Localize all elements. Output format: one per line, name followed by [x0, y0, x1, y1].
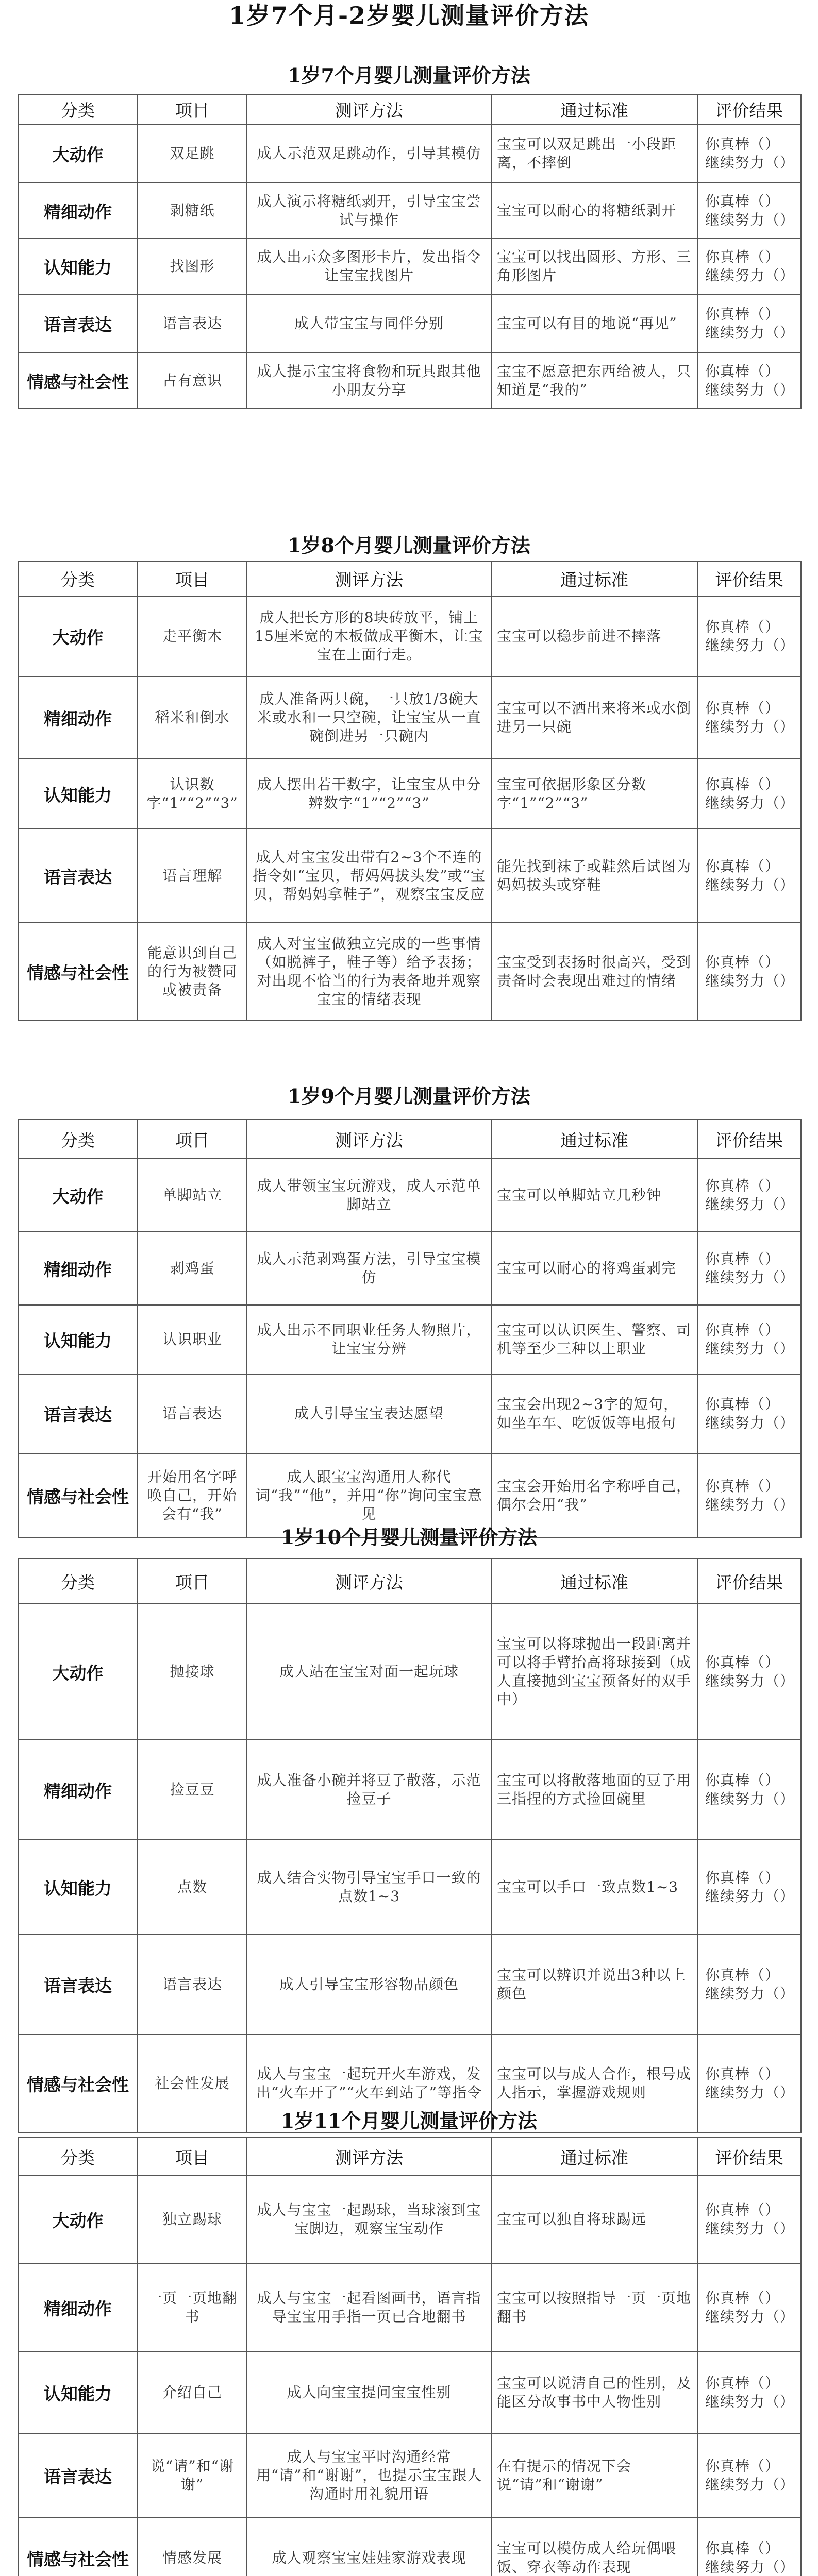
- method-cell: 成人带宝宝与同伴分别: [247, 294, 491, 353]
- table-row-social-emotional: [18, 923, 801, 1021]
- method-cell: 成人提示宝宝将食物和玩具跟其他小朋友分享: [247, 353, 491, 409]
- table-row-cognition: [18, 239, 801, 294]
- table-header-row: [18, 1558, 801, 1604]
- evaluation-table: [18, 561, 802, 1021]
- category-cell: 精细动作: [18, 183, 138, 239]
- category-cell: 语言表达: [18, 1374, 138, 1453]
- item-cell: 剥糖纸: [138, 183, 247, 239]
- table-row-language: [18, 294, 801, 353]
- item-cell: 双足跳: [138, 124, 247, 183]
- header-category: 分类: [18, 561, 138, 596]
- method-cell: 成人跟宝宝沟通用人称代词“我”“他”，并用“你”询问宝宝意见: [247, 1453, 491, 1538]
- method-cell: 成人示范剥鸡蛋方法，引导宝宝模仿: [247, 1232, 491, 1305]
- section-title: 1岁11个月婴儿测量评价方法: [280, 2109, 538, 2132]
- table-row-language: [18, 829, 801, 923]
- header-method: 测评方法: [247, 2138, 491, 2176]
- category-cell: 认知能力: [18, 239, 138, 294]
- result-cell: 你真棒（） 继续努力（）: [697, 596, 801, 676]
- header-result: 评价结果: [697, 1120, 801, 1159]
- table-row-gross-motor: [18, 1159, 801, 1232]
- result-cell: 你真棒（） 继续努力（）: [697, 183, 801, 239]
- method-cell: 成人与宝宝平时沟通经常用“请”和“谢谢”，也提示宝宝跟人沟通时用礼貌用语: [247, 2433, 491, 2518]
- standard-cell: 宝宝可以双足跳出一小段距离，不摔倒: [491, 124, 697, 183]
- standard-cell: 宝宝可以认识医生、警察、司机等至少三种以上职业: [491, 1305, 697, 1374]
- header-result: 评价结果: [697, 2138, 801, 2176]
- section-title: 1岁9个月婴儿测量评价方法: [288, 1084, 530, 1108]
- category-cell: 情感与社会性: [18, 353, 138, 409]
- table-row-gross-motor: [18, 2176, 801, 2263]
- standard-cell: 在有提示的情况下会说“请”和“谢谢”: [491, 2433, 697, 2518]
- item-cell: 找图形: [138, 239, 247, 294]
- method-cell: 成人对宝宝发出带有2~3个不连的指令如“宝贝，帮妈妈拔头发”或“宝贝，帮妈妈拿鞋子”，观察宝宝反应: [247, 829, 491, 923]
- category-cell: 大动作: [18, 124, 138, 183]
- table-row-fine-motor: [18, 1740, 801, 1840]
- category-cell: 情感与社会性: [18, 2035, 138, 2132]
- category-cell: 精细动作: [18, 1740, 138, 1840]
- header-category: 分类: [18, 94, 138, 124]
- method-cell: 成人观察宝宝娃娃家游戏表现: [247, 2518, 491, 2576]
- standard-cell: 宝宝可以耐心的将鸡蛋剥完: [491, 1232, 697, 1305]
- table-row-fine-motor: [18, 1232, 801, 1305]
- standard-cell: 宝宝可以将散落地面的豆子用三指捏的方式捡回碗里: [491, 1740, 697, 1840]
- method-cell: 成人带领宝宝玩游戏，成人示范单脚站立: [247, 1159, 491, 1232]
- section-title: 1岁7个月婴儿测量评价方法: [288, 64, 530, 87]
- section-m11: [18, 2105, 800, 2576]
- table-header-row: [18, 2138, 801, 2176]
- table-row-cognition: [18, 1840, 801, 1935]
- category-cell: 情感与社会性: [18, 923, 138, 1021]
- method-cell: 成人对宝宝做独立完成的一些事情（如脱裤子，鞋子等）给予表扬；对出现不恰当的行为表备地并观察宝宝的情绪表现: [247, 923, 491, 1021]
- result-cell: 你真棒（） 继续努力（）: [697, 829, 801, 923]
- standard-cell: 宝宝可以辨识并说出3种以上颜色: [491, 1935, 697, 2035]
- standard-cell: 宝宝可以找出圆形、方形、三角形图片: [491, 239, 697, 294]
- standard-cell: 宝宝可以将球抛出一段距离并可以将手臂抬高将球接到（成人直接抛到宝宝预备好的双手中）: [491, 1604, 697, 1740]
- standard-cell: 宝宝不愿意把东西给被人，只知道是“我的”: [491, 353, 697, 409]
- item-cell: 独立踢球: [138, 2176, 247, 2263]
- method-cell: 成人与宝宝一起踢球，当球滚到宝宝脚边，观察宝宝动作: [247, 2176, 491, 2263]
- result-cell: 你真棒（） 继续努力（）: [697, 1374, 801, 1453]
- category-cell: 大动作: [18, 1159, 138, 1232]
- result-cell: 你真棒（） 继续努力（）: [697, 2263, 801, 2352]
- method-cell: 成人准备两只碗，一只放1/3碗大米或水和一只空碗，让宝宝从一直碗倒进另一只碗内: [247, 676, 491, 759]
- section-title: 1岁10个月婴儿测量评价方法: [280, 1526, 538, 1549]
- standard-cell: 能先找到袜子或鞋然后试图为妈妈拔头或穿鞋: [491, 829, 697, 923]
- result-cell: 你真棒（） 继续努力（）: [697, 1453, 801, 1538]
- table-row-fine-motor: [18, 676, 801, 759]
- table-row-gross-motor: [18, 1604, 801, 1740]
- result-cell: 你真棒（） 继续努力（）: [697, 1159, 801, 1232]
- result-cell: 你真棒（） 继续努力（）: [697, 2518, 801, 2576]
- table-header-row: [18, 1120, 801, 1159]
- result-cell: 你真棒（） 继续努力（）: [697, 1740, 801, 1840]
- item-cell: 占有意识: [138, 353, 247, 409]
- section-m10: [18, 1517, 800, 2133]
- method-cell: 成人出示不同职业任务人物照片，让宝宝分辨: [247, 1305, 491, 1374]
- item-cell: 语言表达: [138, 1374, 247, 1453]
- method-cell: 成人站在宝宝对面一起玩球: [247, 1604, 491, 1740]
- category-cell: 认知能力: [18, 2352, 138, 2433]
- item-cell: 社会性发展: [138, 2035, 247, 2132]
- result-cell: 你真棒（） 继续努力（）: [697, 1935, 801, 2035]
- table-row-social-emotional: [18, 2518, 801, 2576]
- standard-cell: 宝宝可以稳步前进不摔落: [491, 596, 697, 676]
- header-method: 测评方法: [247, 1120, 491, 1159]
- method-cell: 成人引导宝宝表达愿望: [247, 1374, 491, 1453]
- table-row-language: [18, 1935, 801, 2035]
- header-result: 评价结果: [697, 1558, 801, 1604]
- table-row-cognition: [18, 759, 801, 829]
- category-cell: 认知能力: [18, 1305, 138, 1374]
- table-row-fine-motor: [18, 183, 801, 239]
- standard-cell: 宝宝可以单脚站立几秒钟: [491, 1159, 697, 1232]
- standard-cell: 宝宝可依据形象区分数字“1”“2”“3”: [491, 759, 697, 829]
- method-cell: 成人示范双足跳动作，引导其模仿: [247, 124, 491, 183]
- method-cell: 成人引导宝宝形容物品颜色: [247, 1935, 491, 2035]
- item-cell: 语言理解: [138, 829, 247, 923]
- method-cell: 成人演示将糖纸剥开，引导宝宝尝试与操作: [247, 183, 491, 239]
- table-row-fine-motor: [18, 2263, 801, 2352]
- result-cell: 你真棒（） 继续努力（）: [697, 353, 801, 409]
- category-cell: 大动作: [18, 596, 138, 676]
- result-cell: 你真棒（） 继续努力（）: [697, 239, 801, 294]
- method-cell: 成人向宝宝提问宝宝性别: [247, 2352, 491, 2433]
- category-cell: 情感与社会性: [18, 1453, 138, 1538]
- category-cell: 精细动作: [18, 2263, 138, 2352]
- standard-cell: 宝宝可以有目的地说“再见”: [491, 294, 697, 353]
- evaluation-table: [18, 1558, 802, 2133]
- method-cell: 成人摆出若干数字，让宝宝从中分辨数字“1”“2”“3”: [247, 759, 491, 829]
- standard-cell: 宝宝可以手口一致点数1~3: [491, 1840, 697, 1935]
- result-cell: 你真棒（） 继续努力（）: [697, 759, 801, 829]
- category-cell: 精细动作: [18, 676, 138, 759]
- result-cell: 你真棒（） 继续努力（）: [697, 1232, 801, 1305]
- header-standard: 通过标准: [491, 1558, 697, 1604]
- section-m9: [18, 1074, 800, 1538]
- standard-cell: 宝宝可以与成人合作，根号成人指示，掌握游戏规则: [491, 2035, 697, 2132]
- item-cell: 语言表达: [138, 294, 247, 353]
- standard-cell: 宝宝会出现2~3字的短句，如坐车车、吃饭饭等电报句: [491, 1374, 697, 1453]
- standard-cell: 宝宝可以说清自己的性别，及能区分故事书中人物性别: [491, 2352, 697, 2433]
- evaluation-table: [18, 2137, 802, 2576]
- header-category: 分类: [18, 1120, 138, 1159]
- table-row-cognition: [18, 2352, 801, 2433]
- result-cell: 你真棒（） 继续努力（）: [697, 294, 801, 353]
- header-result: 评价结果: [697, 561, 801, 596]
- standard-cell: 宝宝可以不洒出来将米或水倒进另一只碗: [491, 676, 697, 759]
- header-item: 项目: [138, 561, 247, 596]
- result-cell: 你真棒（） 继续努力（）: [697, 676, 801, 759]
- standard-cell: 宝宝受到表扬时很高兴，受到责备时会表现出难过的情绪: [491, 923, 697, 1021]
- method-cell: 成人与宝宝一起看图画书，语言指导宝宝用手指一页已合地翻书: [247, 2263, 491, 2352]
- category-cell: 语言表达: [18, 2433, 138, 2518]
- item-cell: 开始用名字呼唤自己，开始会有“我”: [138, 1453, 247, 1538]
- category-cell: 情感与社会性: [18, 2518, 138, 2576]
- category-cell: 认知能力: [18, 759, 138, 829]
- item-cell: 稻米和倒水: [138, 676, 247, 759]
- evaluation-table: [18, 94, 802, 409]
- item-cell: 认识职业: [138, 1305, 247, 1374]
- header-standard: 通过标准: [491, 1120, 697, 1159]
- header-method: 测评方法: [247, 1558, 491, 1604]
- category-cell: 大动作: [18, 2176, 138, 2263]
- header-item: 项目: [138, 94, 247, 124]
- category-cell: 语言表达: [18, 1935, 138, 2035]
- header-item: 项目: [138, 1120, 247, 1159]
- item-cell: 介绍自己: [138, 2352, 247, 2433]
- standard-cell: 宝宝可以独自将球踢远: [491, 2176, 697, 2263]
- header-item: 项目: [138, 2138, 247, 2176]
- standard-cell: 宝宝会开始用名字称呼自己，偶尔会用“我”: [491, 1453, 697, 1538]
- method-cell: 成人出示众多图形卡片，发出指令让宝宝找图片: [247, 239, 491, 294]
- standard-cell: 宝宝可以模仿成人给玩偶喂饭、穿衣等动作表现: [491, 2518, 697, 2576]
- header-standard: 通过标准: [491, 561, 697, 596]
- header-method: 测评方法: [247, 561, 491, 596]
- header-standard: 通过标准: [491, 94, 697, 124]
- result-cell: 你真棒（） 继续努力（）: [697, 2035, 801, 2132]
- category-cell: 语言表达: [18, 294, 138, 353]
- standard-cell: 宝宝可以耐心的将糖纸剥开: [491, 183, 697, 239]
- document-title: 1岁7个月-2岁婴儿测量评价方法: [228, 2, 590, 29]
- table-row-gross-motor: [18, 596, 801, 676]
- evaluation-table: [18, 1119, 802, 1538]
- result-cell: 你真棒（） 继续努力（）: [697, 124, 801, 183]
- result-cell: 你真棒（） 继续努力（）: [697, 2352, 801, 2433]
- section-m8: [18, 531, 800, 1021]
- table-row-language: [18, 2433, 801, 2518]
- table-header-row: [18, 561, 801, 596]
- section-m7: [18, 58, 800, 409]
- item-cell: 说“请”和“谢谢”: [138, 2433, 247, 2518]
- header-item: 项目: [138, 1558, 247, 1604]
- item-cell: 走平衡木: [138, 596, 247, 676]
- item-cell: 抛接球: [138, 1604, 247, 1740]
- category-cell: 认知能力: [18, 1840, 138, 1935]
- header-method: 测评方法: [247, 94, 491, 124]
- item-cell: 认识数字“1”“2”“3”: [138, 759, 247, 829]
- category-cell: 精细动作: [18, 1232, 138, 1305]
- item-cell: 剥鸡蛋: [138, 1232, 247, 1305]
- method-cell: 成人准备小碗并将豆子散落，示范捡豆子: [247, 1740, 491, 1840]
- category-cell: 大动作: [18, 1604, 138, 1740]
- method-cell: 成人与宝宝一起玩开火车游戏，发出“火车开了”“火车到站了”等指令: [247, 2035, 491, 2132]
- item-cell: 情感发展: [138, 2518, 247, 2576]
- result-cell: 你真棒（） 继续努力（）: [697, 1604, 801, 1740]
- item-cell: 点数: [138, 1840, 247, 1935]
- item-cell: 单脚站立: [138, 1159, 247, 1232]
- item-cell: 一页一页地翻书: [138, 2263, 247, 2352]
- category-cell: 语言表达: [18, 829, 138, 923]
- table-row-cognition: [18, 1305, 801, 1374]
- result-cell: 你真棒（） 继续努力（）: [697, 1840, 801, 1935]
- header-standard: 通过标准: [491, 2138, 697, 2176]
- sections-container: [18, 58, 800, 2576]
- section-title: 1岁8个月婴儿测量评价方法: [288, 534, 530, 557]
- item-cell: 能意识到自己的行为被赞同或被责备: [138, 923, 247, 1021]
- standard-cell: 宝宝可以按照指导一页一页地翻书: [491, 2263, 697, 2352]
- header-result: 评价结果: [697, 94, 801, 124]
- result-cell: 你真棒（） 继续努力（）: [697, 1305, 801, 1374]
- header-category: 分类: [18, 2138, 138, 2176]
- table-row-gross-motor: [18, 124, 801, 183]
- table-row-language: [18, 1374, 801, 1453]
- result-cell: 你真棒（） 继续努力（）: [697, 2433, 801, 2518]
- item-cell: 语言表达: [138, 1935, 247, 2035]
- header-category: 分类: [18, 1558, 138, 1604]
- table-header-row: [18, 94, 801, 124]
- table-row-social-emotional: [18, 353, 801, 409]
- method-cell: 成人结合实物引导宝宝手口一致的点数1~3: [247, 1840, 491, 1935]
- result-cell: 你真棒（） 继续努力（）: [697, 923, 801, 1021]
- result-cell: 你真棒（） 继续努力（）: [697, 2176, 801, 2263]
- item-cell: 捡豆豆: [138, 1740, 247, 1840]
- method-cell: 成人把长方形的8块砖放平，铺上15厘米宽的木板做成平衡木，让宝宝在上面行走。: [247, 596, 491, 676]
